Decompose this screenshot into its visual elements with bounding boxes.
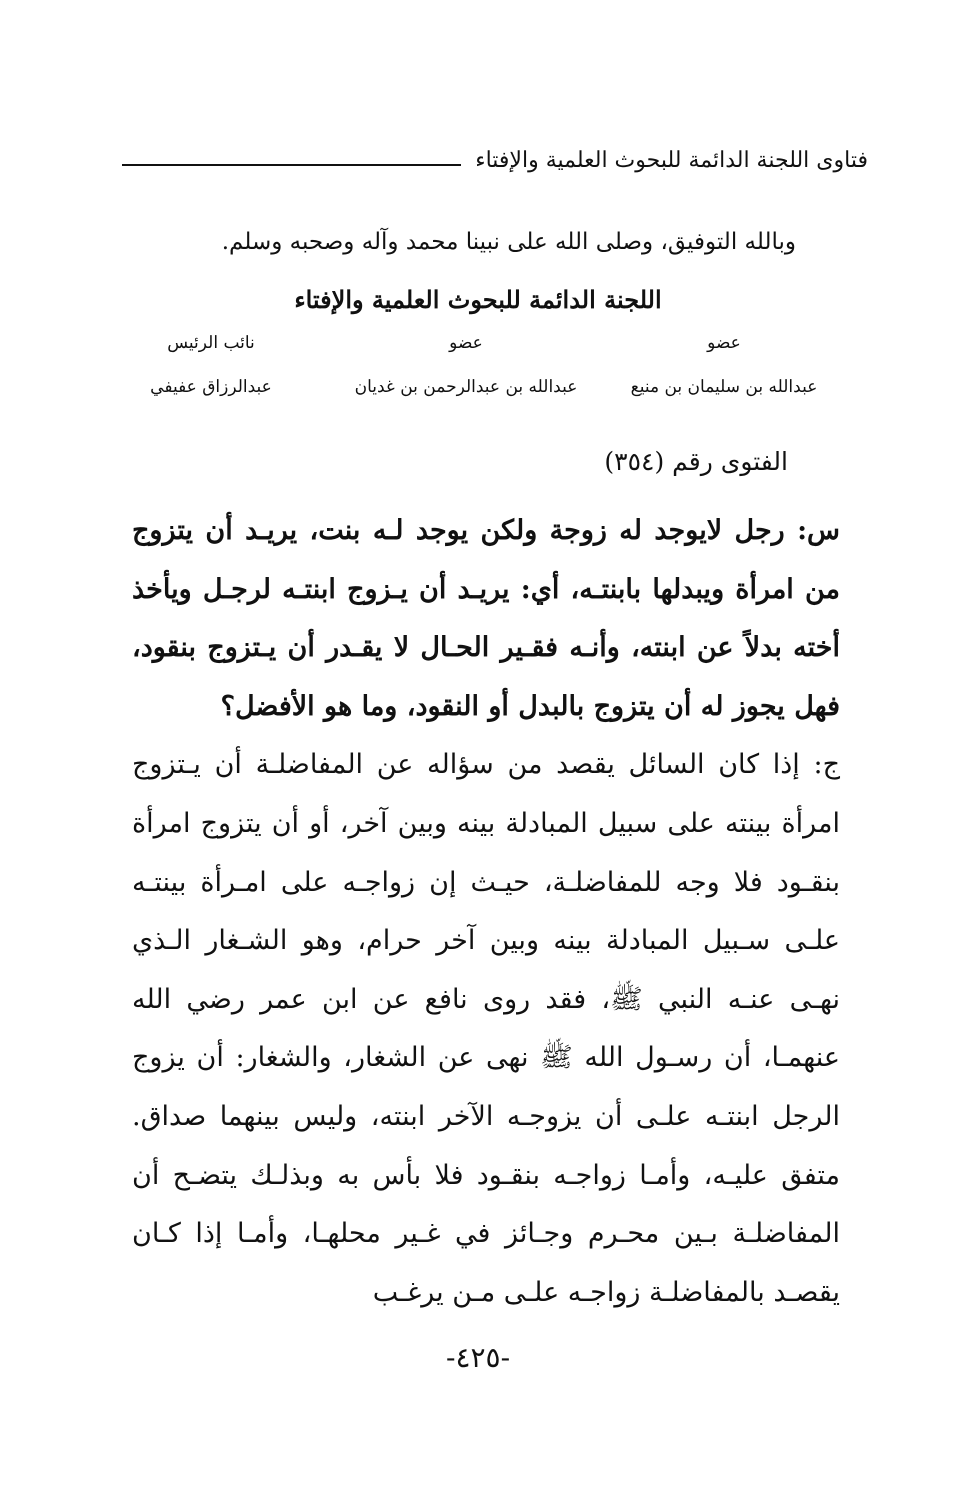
page-number: -٤٢٥- [445, 1341, 511, 1374]
signature-name: عبدالله بن عبدالرحمن بن غديان [354, 377, 578, 397]
signature-name: عبدالله بن سليمان بن منيع [630, 377, 818, 397]
signature-member-2 [336, 328, 596, 402]
signature-name: عبدالرزاق عفيفي [150, 377, 272, 397]
signature-role: عضو [707, 333, 741, 353]
signature-member-1 [604, 328, 844, 402]
question-text: س: رجل لايوجد له زوجة ولكن يوجد لـه بنت، يريـد أن يتزوج من امرأة ويبدلها بابنتـه، أي: يريـد أن يـزوج ابنتـه لرجـل ويأخذ أخته بدلاً عن ابنته، وأنـه فقـير الحـال لا يقـدر أن يـتزوج بنقود، فهل يجوز له أن يتزوج بالبدل أو النقود، وما هو الأفضل؟ [132, 515, 840, 722]
signature-role: عضو [449, 333, 483, 353]
fatwa-body [132, 502, 840, 1322]
fatwa-number: الفتوى رقم (٣٥٤) [604, 447, 788, 476]
signature-role: نائب الرئيس [167, 333, 255, 353]
signature-vice-president [126, 328, 296, 402]
answer-text: ج: إذا كان السائل يقصد من سؤاله عن المفاضلـة أن يـتزوج امرأة بينته على سبيل المبادلة بينه وبين آخر، أو أن يتزوج امرأة بنقـود فلا وجه للمفاضلـة، حيـث إن زواجـه على امـرأة بينتـه علـى سـبيل المبادلة بينه وبين آخر حرام، وهو الشـغار الـذي نهـى عنـه النبي ﷺ، فقد روى نافع عن ابن عمر رضي الله عنهمـا، أن رسـول الله ﷺ نهى عن الشغار، والشغار: أن يزوج الرجل ابنتـه علـى أن يزوجـه الآخر ابنته، وليس بينهما صداق. متفق عليـه، وأمـا زواجـه بنقـود فلا بأس به وبذلـك يتضـح أن المفاضلـة بـين محـرم وجـائز في غـير محلهـا، وأمـا إذا كـان يقصـد بالمفاضلـة زواجـه علـى مـن يرغـب [132, 749, 841, 1308]
header-title: فتاوى اللجنة الدائمة للبحوث العلمية والإفتاء [475, 147, 868, 173]
header-rule [122, 164, 461, 166]
committee-title: اللجنة الدائمة للبحوث العلمية والإفتاء [294, 285, 662, 314]
running-header [122, 140, 868, 180]
closing-line: وبالله التوفيق، وصلى الله على نبينا محمد وآله وصحبه وسلم. [221, 229, 796, 255]
